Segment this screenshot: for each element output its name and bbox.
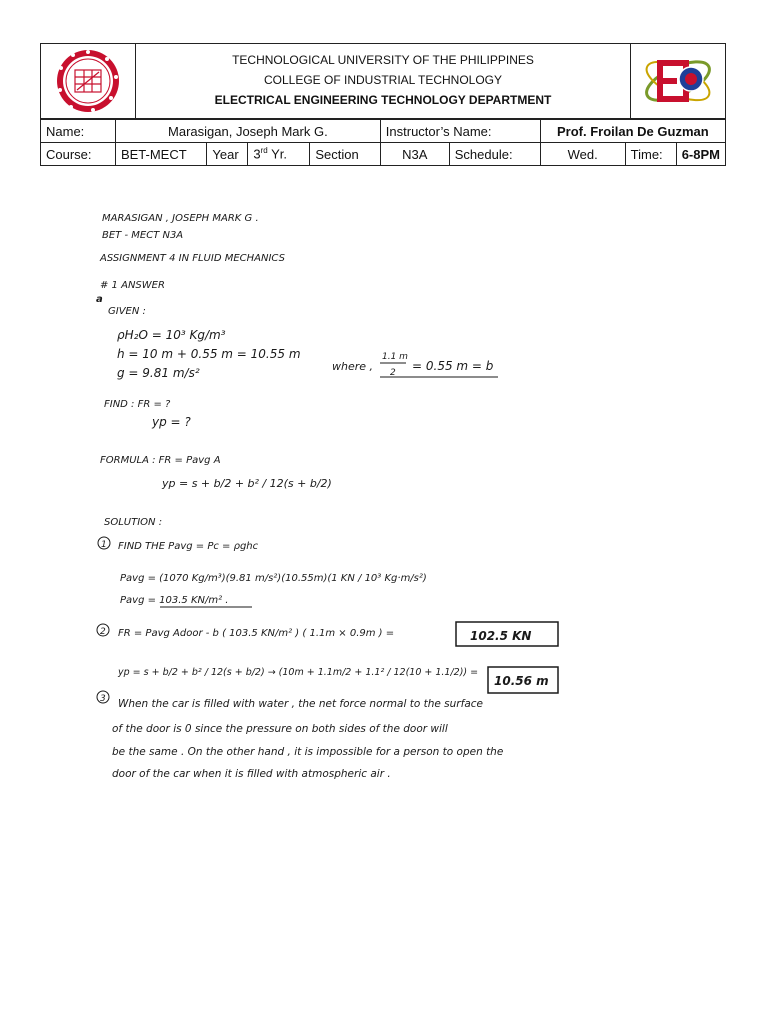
university-seal-logo [40, 43, 136, 119]
hw-formula-yp: yp = s + b/2 + b² / 12(s + b/2) [162, 477, 332, 490]
svg-text:2: 2 [100, 627, 106, 637]
hw-step2-force: FR = Pavg Adoor - b ( 103.5 KN/m² ) ( 1.1m × 0.9m ) = [118, 628, 395, 639]
hw-step3-line4: door of the car when it is filled with atmospheric air . [112, 768, 391, 780]
header-titles [136, 43, 630, 119]
hw-find: FIND : FR = ? [104, 399, 171, 410]
hw-frac-den: 2 [390, 368, 396, 378]
hw-step2-force-answer: 102.5 KN [470, 629, 532, 643]
hw-step1-equation: Pavg = (1070 Kg/m³)(9.81 m/s²)(10.55m)(1 KN / 10³ Kg·m/s²) [120, 573, 427, 584]
hw-given-gravity: g = 9.81 m/s² [117, 366, 200, 380]
hw-given-height: h = 10 m + 0.55 m = 10.55 m [117, 347, 301, 361]
hw-frac-num: 1.1 m [382, 352, 408, 362]
hw-given-density: ρH₂O = 10³ Kg/m³ [117, 328, 226, 342]
svg-text:3: 3 [100, 694, 106, 704]
hw-given-b: = 0.55 m = b [412, 359, 494, 373]
instructor-value: Prof. Froilan De Guzman [540, 120, 725, 143]
university-name: TECHNOLOGICAL UNIVERSITY OF THE PHILIPPINES [232, 53, 534, 67]
hw-answer-heading: # 1 ANSWER [100, 280, 165, 291]
student-info-table [40, 119, 726, 166]
time-label: Time: [625, 143, 676, 166]
section-label: Section [310, 143, 380, 166]
schedule-value: Wed. [540, 143, 625, 166]
hw-step1-result: Pavg = 103.5 KN/m² . [120, 595, 229, 606]
hw-given: GIVEN : [108, 306, 146, 317]
hw-find-yp: yp = ? [152, 415, 191, 429]
course-label: Course: [41, 143, 116, 166]
hw-student-name: MARASIGAN , JOSEPH MARK G . [102, 213, 259, 224]
hw-solution: SOLUTION : [104, 517, 163, 528]
svg-text:1: 1 [101, 540, 107, 550]
document-header [40, 43, 726, 167]
hw-assignment-title: ASSIGNMENT 4 IN FLUID MECHANICS [100, 253, 285, 264]
table-row [41, 120, 726, 143]
department-name: ELECTRICAL ENGINEERING TECHNOLOGY DEPARTMENT [214, 93, 552, 107]
instructor-label: Instructor’s Name: [380, 120, 540, 143]
department-logo [630, 43, 726, 119]
hw-step2-yp: yp = s + b/2 + b² / 12(s + b/2) → (10m + 1.1m/2 + 1.1² / 12(10 + 1.1/2)) = [118, 667, 479, 678]
hw-formula: FORMULA : FR = Pavg A [100, 455, 221, 466]
course-value: BET-MECT [115, 143, 206, 166]
hw-step1: FIND THE Pavg = Pc = ρghc [118, 541, 259, 552]
year-label: Year [207, 143, 248, 166]
hw-course: BET - MECT N3A [102, 230, 184, 241]
name-value: Marasigan, Joseph Mark G. [115, 120, 380, 143]
hw-part-a: a [96, 294, 103, 305]
section-value: N3A [380, 143, 449, 166]
schedule-label: Schedule: [449, 143, 540, 166]
college-name: COLLEGE OF INDUSTRIAL TECHNOLOGY [263, 73, 503, 87]
table-row [41, 143, 726, 166]
hw-step3-line2: of the door is 0 since the pressure on both sides of the door will [112, 723, 448, 735]
time-value: 6-8PM [676, 143, 725, 166]
hw-step3-line3: be the same . On the other hand , it is impossible for a person to open the [112, 746, 504, 758]
handwritten-solution [0, 195, 768, 1024]
hw-given-where: where , [332, 360, 374, 373]
hw-step2-yp-answer: 10.56 m [494, 674, 549, 688]
year-value: 3rd Yr. [248, 143, 310, 166]
hw-step3-line1: When the car is filled with water , the net force normal to the surface [118, 698, 483, 710]
name-label: Name: [41, 120, 116, 143]
